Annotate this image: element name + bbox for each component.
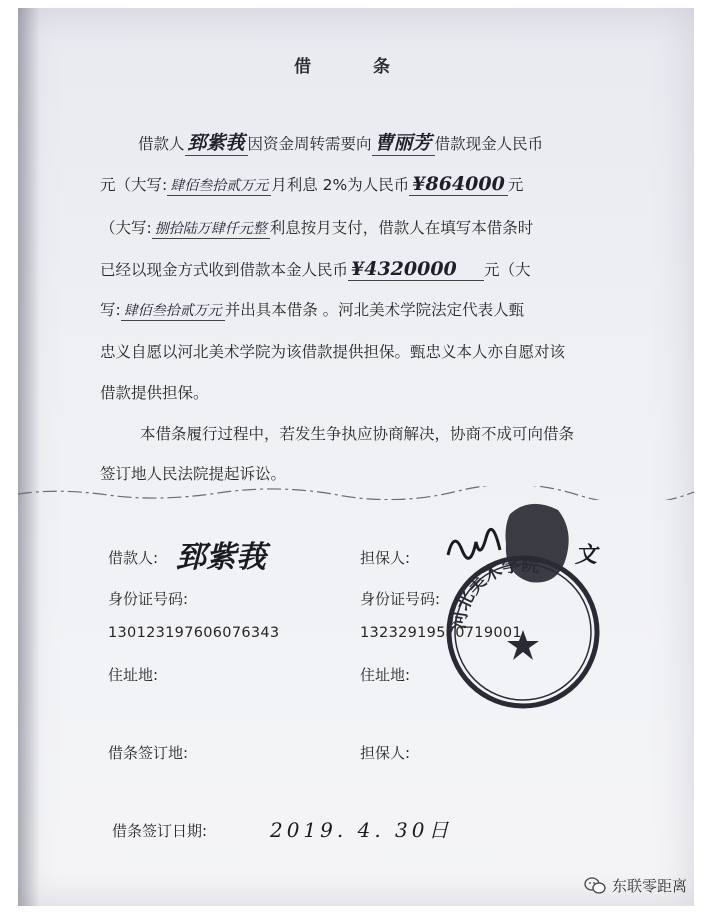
text: （大写: bbox=[100, 219, 152, 237]
sign-date-label: 借条签订日期: bbox=[112, 822, 208, 840]
guarantor-signature-char: 文 bbox=[575, 542, 598, 568]
official-seal bbox=[443, 552, 603, 712]
interest-handwriting: ¥864000 bbox=[409, 173, 508, 196]
sign-place-label: 借条签订地: bbox=[108, 744, 189, 762]
text: 月利息 2%为人民币 bbox=[271, 176, 410, 194]
text: 借款人 bbox=[138, 135, 185, 153]
body-line-9: 签订地人民法院提起诉讼。 bbox=[100, 465, 287, 483]
seal-text: 河北美术学院 bbox=[448, 554, 541, 631]
address-label-guarantor: 住址地: bbox=[360, 666, 411, 684]
sign-date-handwriting: 2019. 4. 30日 bbox=[270, 818, 453, 842]
id-value-borrower: 130123197606076343 bbox=[108, 625, 280, 641]
body-line-7: 借款提供担保。 bbox=[100, 384, 209, 402]
wechat-icon bbox=[584, 877, 606, 895]
guarantor-label: 担保人: bbox=[360, 549, 411, 567]
body-line-1 bbox=[138, 128, 543, 156]
id-value-guarantor: 13232919570719001 bbox=[360, 625, 522, 641]
interest-cn-handwriting: 捌拾陆万肆仟元整 bbox=[152, 218, 270, 239]
text: 借款现金人民币 bbox=[434, 135, 544, 153]
body-line-3 bbox=[100, 216, 533, 239]
text: 元 bbox=[507, 176, 524, 194]
id-label-guarantor: 身份证号码: bbox=[360, 590, 441, 608]
text: 并出具本借条 。河北美术学院法定代表人甄 bbox=[224, 301, 525, 319]
amount-cn-handwriting: 肆佰叁拾贰万元 bbox=[167, 175, 271, 196]
address-label-borrower: 住址地: bbox=[108, 666, 159, 684]
principal-cn-handwriting: 肆佰叁拾贰万元 bbox=[121, 300, 225, 321]
guarantor-label-2: 担保人: bbox=[360, 744, 411, 762]
watermark-text: 东联零距离 bbox=[611, 877, 687, 895]
borrower-handwriting: 郅紫莪 bbox=[185, 128, 248, 156]
svg-text:河北美术学院 bbox=[448, 553, 540, 630]
paper-fold-line bbox=[18, 486, 694, 500]
text: 元（大写: bbox=[100, 176, 168, 194]
body-line-5 bbox=[100, 298, 524, 321]
borrower-label: 借款人: bbox=[108, 549, 159, 567]
document-title: 借 条 bbox=[294, 57, 418, 77]
principal-handwriting: ¥4320000 bbox=[348, 258, 484, 281]
text: 元（大 bbox=[484, 261, 531, 279]
body-line-4 bbox=[100, 258, 531, 281]
body-line-8: 本借条履行过程中，若发生争执应协商解决，协商不成可向借条 bbox=[140, 425, 575, 443]
id-label-borrower: 身份证号码: bbox=[108, 590, 189, 608]
text: 因资金周转需要向 bbox=[247, 135, 372, 153]
lender-handwriting: 曹丽芳 bbox=[372, 128, 435, 156]
text: 已经以现金方式收到借款本金人民币 bbox=[100, 261, 349, 279]
borrower-signature: 郅紫莪 bbox=[176, 540, 266, 575]
text: 利息按月支付，借款人在填写本借条时 bbox=[269, 219, 534, 237]
body-line-2 bbox=[100, 173, 523, 196]
text: 写: bbox=[100, 301, 121, 319]
body-line-6: 忠义自愿以河北美术学院为该借款提供担保。甄忠义本人亦自愿对该 bbox=[100, 343, 566, 361]
watermark bbox=[584, 875, 687, 896]
